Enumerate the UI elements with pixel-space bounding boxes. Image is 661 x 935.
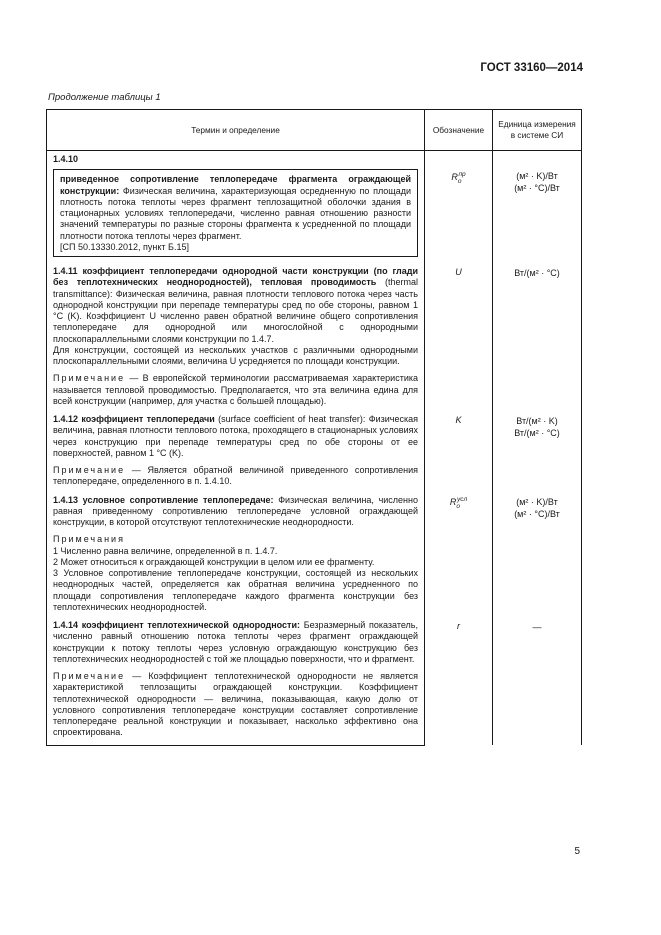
entry-note: [53, 465, 418, 488]
header-unit: Единица измерения в системе СИ: [493, 110, 582, 151]
page-number: 5: [574, 846, 580, 857]
entry-body-continued: Для конструкции, состоящей из нескольких участков с различными однородными плоскопараллельными слоями, величина U усредняется по площади конструкции.: [53, 344, 418, 366]
note-label: Примечание: [53, 465, 126, 475]
entry-body: (surface coefficient of heat transfer): Физическая величина, равная плотности теплового потока, проходящего в стационарных условиях через конструкцию при перепаде температуры сред по обе стороны от ее поверхностей, равном 1 °С (K).: [53, 414, 418, 458]
entry-title: коэффициент теплопередачи однородной части конструкции (по глади без теплотехнических неоднородностей), тепловая проводимость: [53, 266, 418, 288]
note-item: 2 Может относиться к ограждающей конструкции в целом или ее фрагменту.: [53, 556, 375, 567]
table-row: [47, 263, 582, 411]
table-continuation-caption: Продолжение таблицы 1: [48, 92, 161, 103]
unit-1.4.10: [493, 151, 582, 264]
symbol-1.4.14: [425, 617, 493, 745]
term-1.4.13: [47, 492, 425, 618]
symbol-subscript: о: [457, 177, 462, 185]
unit-1.4.14: [493, 617, 582, 745]
symbol-1.4.13: [425, 492, 493, 618]
entry-reference: [СП 50.13330.2012, пункт Б.15]: [60, 241, 189, 252]
symbol-main: K: [455, 415, 462, 425]
unit-1.4.13: [493, 492, 582, 618]
unit-line: (м² · °C)/Вт: [514, 508, 560, 519]
entry-number: 1.4.13: [53, 494, 79, 505]
entry-number: 1.4.14: [53, 620, 79, 630]
symbol-1.4.10: [425, 151, 493, 264]
symbol-superscript: усл: [456, 495, 468, 503]
unit-line: (м² · K)/Вт: [516, 496, 558, 507]
note-item: 1 Численно равна величине, определенной в п. 1.4.7.: [53, 545, 278, 556]
note-text: — Коэффициент теплотехнической однородности не является характеристикой теплозащиты ограждающей конструкции. Коэффициент теплотехнической однородности — величина, показывающая, какую долю от условного сопротивления теплопередаче конструкции составляет сопротивление теплопередаче реальной конструкции и показывает, насколько эффективно она спроектирована.: [53, 671, 418, 738]
symbol-main: R: [451, 172, 458, 182]
entry-title: коэффициент теплотехнической однородности:: [81, 620, 300, 630]
unit-line: Вт/(м² · K): [516, 416, 558, 426]
quoted-definition-box: [53, 169, 418, 257]
symbol-1.4.11: [425, 263, 493, 411]
symbol-main: U: [455, 267, 462, 277]
symbol-1.4.12: [425, 411, 493, 492]
term-1.4.10: [47, 151, 425, 264]
term-1.4.12: [47, 411, 425, 492]
entry-notes: [53, 534, 418, 613]
standard-code: ГОСТ 33160—2014: [480, 62, 583, 74]
note-text: — В европейской терминологии рассматриваемая характеристика называется тепловой проводимостью. Предполагается, что эта величина едина для всей конструкции (например, для участка с большей площадью).: [53, 373, 418, 406]
entry-title: условное сопротивление теплопередаче:: [82, 494, 274, 505]
notes-label: Примечания: [53, 534, 125, 545]
entry-note: [53, 671, 418, 739]
note-item: 3 Условное сопротивление теплопередаче конструкции, состоящей из нескольких неоднородных частей, определяется как обратная величина усредненного по площади сопротивления теплопередаче каждого фрагмента конструкции без теплотехнических неоднородностей.: [53, 568, 418, 612]
entry-body: Физическая величина, численно равная приведенному сопротивлению теплопередаче условной ограждающей конструкции, в которой отсутствуют теплотехнические неоднородности.: [53, 494, 418, 527]
terms-table: [46, 109, 582, 746]
entry-number: 1.4.10: [53, 154, 79, 164]
header-symbol: Обозначение: [425, 110, 493, 151]
table-row: [47, 411, 582, 492]
entry-body: Безразмерный показатель, численно равный отношению потока теплоты через фрагмент ограждающей конструкции к потоку теплоты через условную ограждающую конструкцию без теплотехнических неоднородностей с той же площадью поверхности, что и фрагмент.: [53, 620, 418, 664]
entry-title: коэффициент теплопередачи: [81, 414, 215, 424]
entry-number: 1.4.12: [53, 414, 79, 424]
unit-1.4.12: [493, 411, 582, 492]
unit-line: (м² · K)/Вт: [516, 171, 558, 181]
term-1.4.14: [47, 617, 425, 745]
table-header-row: [47, 110, 582, 151]
unit-line: —: [532, 622, 542, 632]
entry-note: [53, 373, 418, 407]
unit-line: Вт/(м² · °C): [514, 428, 560, 439]
symbol-main: r: [457, 621, 460, 631]
table-row: [47, 617, 582, 745]
unit-line: Вт/(м² · °C): [514, 268, 560, 278]
entry-title: приведенное сопротивление теплопередаче фрагмента ограждающей конструкции:: [60, 174, 411, 196]
symbol-superscript: пр: [458, 171, 466, 178]
symbol-main: R: [449, 496, 457, 507]
entry-body: Физическая величина, характеризующая осредненную по площади плотность потока теплоты через фрагмент теплозащитной оболочки здания в стационарных условиях теплопередачи, численно равная отношению разности значений температуры по разные стороны фрагмента к усредненной по площади плотности потока теплоты через фрагмент.: [60, 185, 411, 241]
symbol-subscript: о: [456, 502, 460, 510]
table-row: [47, 151, 582, 264]
note-label: Примечание: [53, 373, 126, 384]
term-1.4.11: [47, 263, 425, 411]
table-row: [47, 492, 582, 618]
unit-1.4.11: [493, 263, 582, 411]
header-term: Термин и определение: [47, 110, 425, 151]
unit-line: (м² · °C)/Вт: [514, 183, 560, 194]
note-label: Примечание: [53, 671, 126, 681]
entry-body: (thermal transmittance): Физическая величина, равная плотности теплового потока через часть однородной конструкции при перепаде температуры сред по обе стороны, равном 1 °С (K). Коэффициент U численно равен обратной величине общего сопротивления теплопередаче для однородной или многослойной с однородными плоскопараллельными слоями конструкции по 1.4.7.: [53, 277, 418, 344]
note-text: — Является обратной величиной приведенного сопротивления теплопередаче, определенного в п. 1.4.10.: [53, 465, 418, 487]
entry-number: 1.4.11: [53, 266, 78, 276]
